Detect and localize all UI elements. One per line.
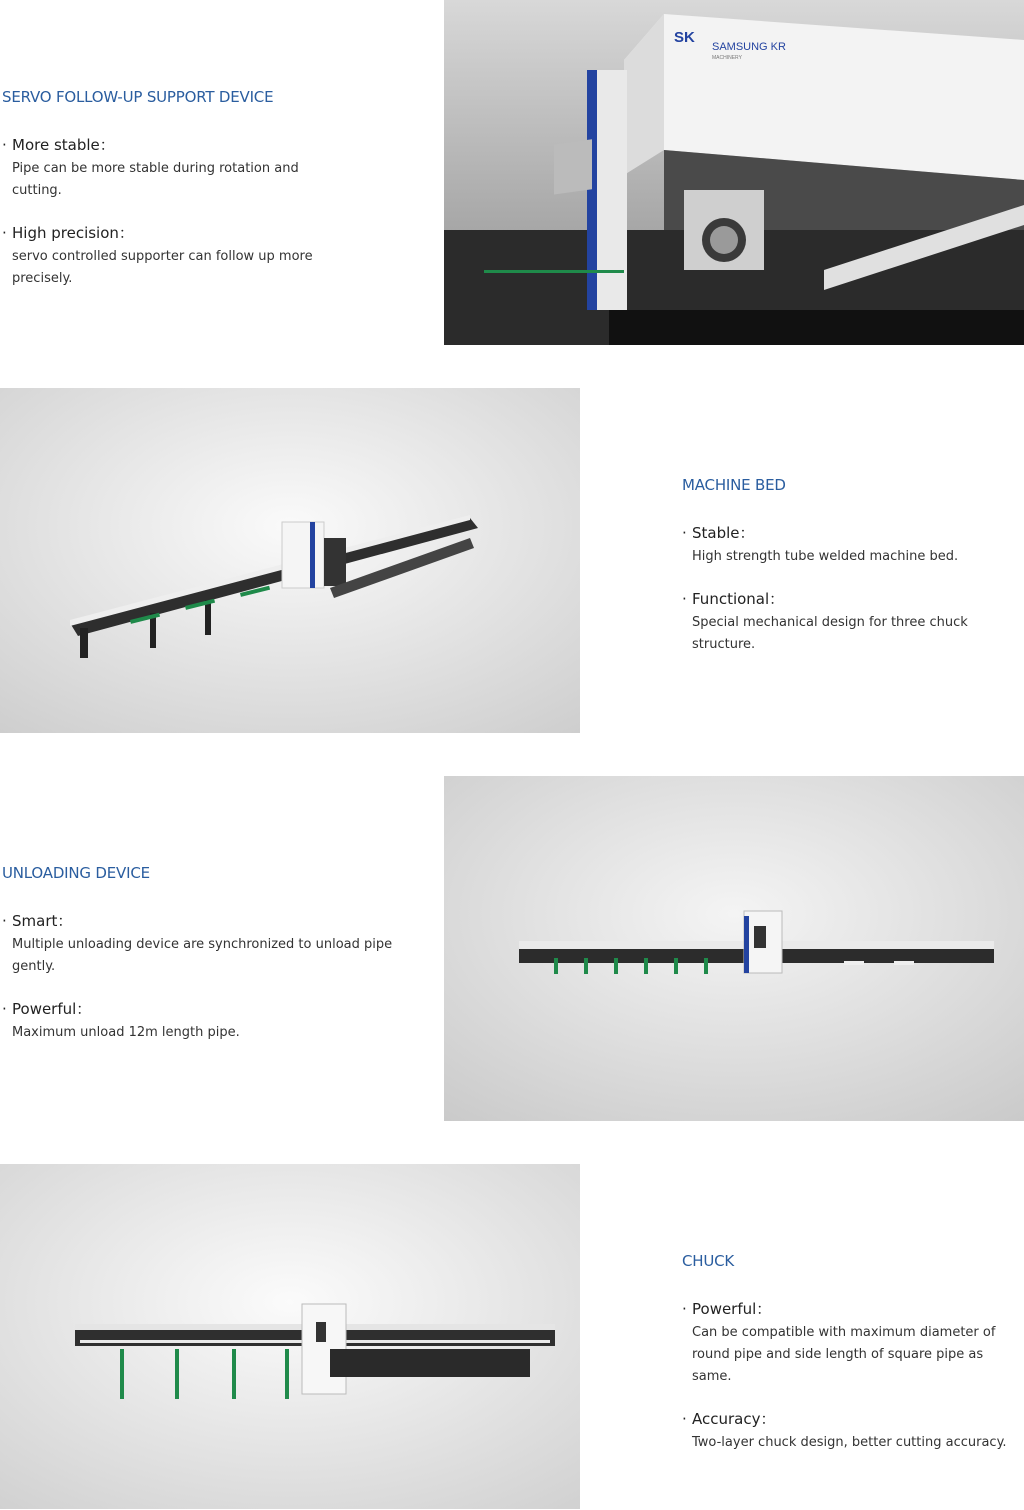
feature-head: Stable：: [692, 524, 755, 542]
feature-head: Accuracy：: [692, 1410, 776, 1428]
feature-head: More stable：: [12, 136, 115, 154]
bullet: ·: [682, 1410, 687, 1428]
feature-body: Maximum unload 12m length pipe.: [12, 1025, 240, 1040]
unloading-device-image: [444, 776, 1024, 1121]
feature-body: High strength tube welded machine bed.: [692, 549, 959, 564]
bullet: ·: [682, 524, 687, 542]
feature-body: Multiple unloading device are synchronized to unload pipe gently.: [12, 937, 393, 974]
section-servo: [0, 0, 1024, 345]
feature-item: [682, 1298, 1022, 1388]
feature-head: Powerful：: [12, 1000, 92, 1018]
machine-bed-text: [682, 476, 1022, 676]
bullet: ·: [2, 136, 7, 154]
feature-item: [2, 910, 432, 978]
feature-item: [2, 134, 342, 202]
chuck-image: [0, 1164, 580, 1509]
feature-item: [2, 222, 342, 290]
section-unloading: [0, 776, 1024, 1121]
feature-body: Special mechanical design for three chuck structure.: [692, 615, 968, 652]
feature-body: servo controlled supporter can follow up more precisely.: [12, 249, 313, 286]
feature-item: [682, 588, 1022, 656]
section-title: MACHINE BED: [682, 476, 786, 494]
section-title: UNLOADING DEVICE: [2, 864, 150, 882]
bullet: ·: [2, 912, 7, 930]
bullet: ·: [2, 224, 7, 242]
servo-text: [2, 88, 342, 310]
feature-head: Functional：: [692, 590, 785, 608]
feature-head: Powerful：: [692, 1300, 772, 1318]
unloading-text: [2, 864, 432, 1064]
machine-bed-image: [0, 388, 580, 733]
brand-logo-text: SAMSUNG KR: [712, 41, 786, 53]
section-chuck: [0, 1164, 1024, 1509]
feature-body: Pipe can be more stable during rotation and cutting.: [12, 161, 299, 198]
feature-head: High precision：: [12, 224, 134, 242]
chuck-text: [682, 1252, 1022, 1474]
servo-device-image: [444, 0, 1024, 345]
bullet: ·: [682, 1300, 687, 1318]
feature-body: Can be compatible with maximum diameter of round pipe and side length of square pipe as same.: [692, 1325, 996, 1384]
brand-logo-sub: MACHINERY: [712, 55, 742, 61]
bullet: ·: [682, 590, 687, 608]
brand-logo-mark: SK: [674, 29, 695, 46]
bullet: ·: [2, 1000, 7, 1018]
section-machine-bed: [0, 388, 1024, 733]
section-title: CHUCK: [682, 1252, 735, 1270]
feature-body: Two-layer chuck design, better cutting accuracy.: [692, 1435, 1007, 1450]
feature-head: Smart：: [12, 912, 73, 930]
feature-item: [682, 522, 1022, 568]
section-title: SERVO FOLLOW-UP SUPPORT DEVICE: [2, 88, 274, 106]
feature-item: [2, 998, 432, 1044]
feature-item: [682, 1408, 1022, 1454]
